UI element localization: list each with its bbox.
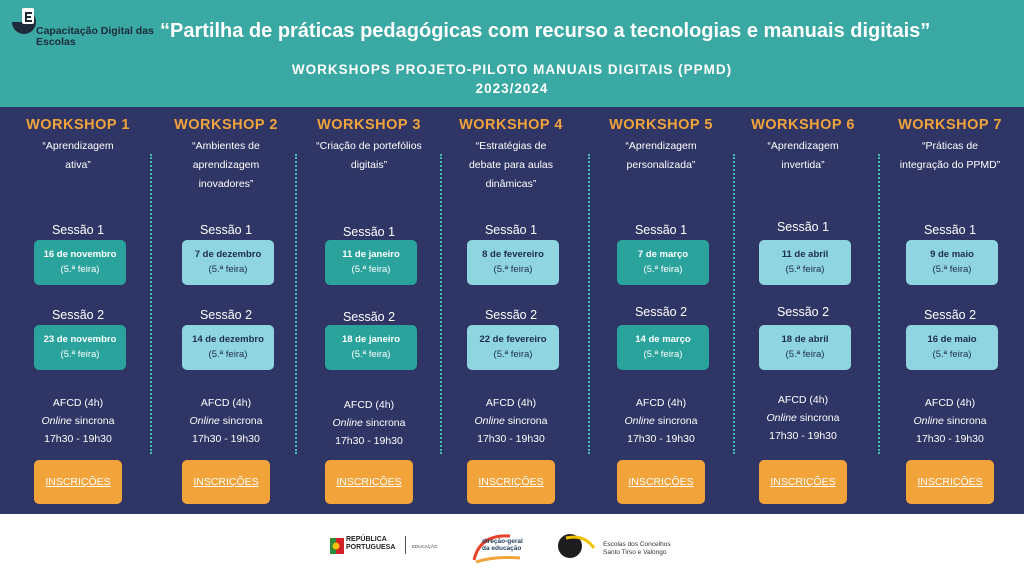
time-text: 17h30 - 19h30 [916, 433, 984, 445]
session-info [880, 394, 1020, 448]
subtitle-block [0, 60, 1024, 98]
online-line [733, 409, 873, 427]
afcd-text: AFCD (4h) [777, 394, 829, 406]
column-divider [588, 154, 590, 454]
desc-line: “Criação de portefólios [316, 140, 422, 152]
afcd-text: AFCD (4h) [485, 397, 537, 409]
session-info [299, 396, 439, 450]
sync-text: sincrona [796, 412, 840, 424]
time-text: 17h30 - 19h30 [192, 433, 260, 445]
online-text: Online [474, 415, 505, 427]
session-2-date [467, 325, 559, 370]
weekday-text: (5.ª feira) [643, 349, 683, 360]
online-line [156, 412, 296, 430]
footer [0, 514, 1024, 576]
session-info [156, 394, 296, 448]
workshop-description [8, 137, 148, 175]
subtitle: WORKSHOPS PROJETO-PILOTO MANUAIS DIGITAIS (PPMD) [291, 62, 733, 77]
cfae-logo-text [603, 541, 671, 557]
session-1-label: Sessão 1 [51, 223, 105, 237]
desc-line: “Práticas de [921, 140, 979, 152]
cfae-logo-icon [556, 530, 598, 564]
session-2-label: Sessão 2 [342, 310, 396, 324]
weekday-text: (5.ª feira) [208, 264, 248, 275]
republica-portuguesa-emblem-icon [330, 534, 344, 560]
session-2-label: Sessão 2 [51, 308, 105, 322]
dge-line-1: direção-geral [482, 538, 523, 545]
desc-line: personalizada” [626, 159, 696, 171]
date-text: 23 de novembro [43, 334, 117, 345]
afcd-text: AFCD (4h) [343, 399, 395, 411]
session-info [441, 394, 581, 448]
session-1-label: Sessão 1 [776, 220, 830, 234]
inscricoes-button[interactable]: INSCRIÇÕES [467, 460, 555, 504]
workshop-description [733, 137, 873, 175]
date-text: 18 de janeiro [341, 334, 401, 345]
workshop-description [591, 137, 731, 175]
weekday-text: (5.ª feira) [785, 349, 825, 360]
workshop-description [880, 137, 1020, 175]
online-line [880, 412, 1020, 430]
weekday-text: (5.ª feira) [60, 349, 100, 360]
session-1-date [467, 240, 559, 285]
workshop-1-column [8, 107, 148, 514]
session-1-date [759, 240, 851, 285]
inscricoes-button[interactable]: INSCRIÇÕES [906, 460, 994, 504]
workshop-7-column [880, 107, 1020, 514]
workshop-5-column [591, 107, 731, 514]
time-text: 17h30 - 19h30 [44, 433, 112, 445]
workshop-title: WORKSHOP 6 [751, 117, 855, 133]
session-1-date [906, 240, 998, 285]
session-2-label: Sessão 2 [923, 308, 977, 322]
afcd-text: AFCD (4h) [924, 397, 976, 409]
date-text: 9 de maio [930, 249, 974, 260]
weekday-text: (5.ª feira) [208, 349, 248, 360]
sync-text: sincrona [504, 415, 548, 427]
time-text: 17h30 - 19h30 [477, 433, 545, 445]
online-text: Online [41, 415, 72, 427]
session-1-label: Sessão 1 [342, 225, 396, 239]
weekday-text: (5.ª feira) [493, 349, 533, 360]
session-2-date [759, 325, 851, 370]
weekday-text: (5.ª feira) [351, 264, 391, 275]
session-1-date [182, 240, 274, 285]
inscricoes-button[interactable]: INSCRIÇÕES [617, 460, 705, 504]
portuguesa-text: PORTUGUESA [346, 544, 396, 551]
session-info [591, 394, 731, 448]
workshop-2-column [156, 107, 296, 514]
date-text: 16 de maio [927, 334, 977, 345]
desc-line: “Ambientes de [192, 140, 260, 152]
page-title: “Partilha de práticas pedagógicas com recurso a tecnologias e manuais digitais” [160, 20, 931, 42]
time-text: 17h30 - 19h30 [335, 435, 403, 447]
sync-text: sincrona [219, 415, 263, 427]
inscricoes-button[interactable]: INSCRIÇÕES [182, 460, 270, 504]
weekday-text: (5.ª feira) [932, 349, 972, 360]
online-line [441, 412, 581, 430]
workshop-title: WORKSHOP 2 [174, 117, 278, 133]
workshop-title: WORKSHOP 5 [609, 117, 713, 133]
afcd-text: AFCD (4h) [635, 397, 687, 409]
desc-line: “Aprendizagem [625, 140, 697, 152]
date-text: 8 de fevereiro [482, 249, 544, 260]
desc-line: dinâmicas” [485, 178, 537, 190]
workshop-description [441, 137, 581, 194]
inscricoes-button[interactable]: INSCRIÇÕES [325, 460, 413, 504]
date-text: 16 de novembro [43, 249, 117, 260]
desc-line: integração do PPMD” [899, 159, 1001, 171]
session-1-label: Sessão 1 [923, 223, 977, 237]
session-2-label: Sessão 2 [484, 308, 538, 322]
workshop-3-column [299, 107, 439, 514]
session-2-date [182, 325, 274, 370]
sync-text: sincrona [943, 415, 987, 427]
time-text: 17h30 - 19h30 [627, 433, 695, 445]
online-text: Online [913, 415, 944, 427]
session-1-date [34, 240, 126, 285]
workshop-title: WORKSHOP 7 [898, 117, 1002, 133]
republica-portuguesa-logo [346, 536, 395, 552]
weekday-text: (5.ª feira) [643, 264, 683, 275]
desc-line: “Aprendizagem [42, 140, 114, 152]
year: 2023/2024 [475, 81, 549, 96]
weekday-text: (5.ª feira) [60, 264, 100, 275]
workshops-panel [0, 107, 1024, 514]
online-text: Online [332, 417, 363, 429]
desc-line: “Estratégias de [475, 140, 547, 152]
session-info [733, 391, 873, 445]
desc-line: digitais” [350, 159, 388, 171]
inscricoes-button[interactable]: INSCRIÇÕES [759, 460, 847, 504]
online-text: Online [766, 412, 797, 424]
dge-line-2: da educação [482, 545, 522, 552]
time-text: 17h30 - 19h30 [769, 430, 837, 442]
workshop-6-column [733, 107, 873, 514]
date-text: 14 de março [635, 334, 691, 345]
educacao-text: EDUCAÇÃO [412, 544, 438, 549]
date-text: 18 de abril [781, 334, 829, 345]
inscricoes-button[interactable]: INSCRIÇÕES [34, 460, 122, 504]
date-text: 11 de janeiro [342, 249, 400, 260]
workshop-description [299, 137, 439, 175]
republica-text: REPÚBLICA [346, 536, 387, 543]
desc-line: “Aprendizagem [767, 140, 839, 152]
sync-text: sincrona [362, 417, 406, 429]
online-text: Online [624, 415, 655, 427]
logo-text: Capacitação Digital das Escolas [36, 25, 154, 48]
desc-line: ativa” [65, 159, 91, 171]
workshop-title: WORKSHOP 1 [26, 117, 130, 133]
online-line [591, 412, 731, 430]
date-text: 14 de dezembro [192, 334, 264, 345]
session-2-label: Sessão 2 [634, 305, 688, 319]
date-text: 7 de dezembro [194, 249, 262, 260]
workshop-4-column [441, 107, 581, 514]
dge-logo-text [482, 538, 523, 552]
workshop-title: WORKSHOP 4 [459, 117, 563, 133]
cfae-line-2: Santo Tirso e Valongo [603, 549, 667, 556]
weekday-text: (5.ª feira) [932, 264, 972, 275]
weekday-text: (5.ª feira) [351, 349, 391, 360]
workshop-description [156, 137, 296, 194]
session-1-date [325, 240, 417, 285]
session-1-label: Sessão 1 [484, 223, 538, 237]
session-2-date [34, 325, 126, 370]
cde-logo [6, 6, 156, 52]
session-2-label: Sessão 2 [199, 308, 253, 322]
sync-text: sincrona [654, 415, 698, 427]
session-1-label: Sessão 1 [634, 223, 688, 237]
date-text: 7 de março [637, 249, 689, 260]
workshop-title: WORKSHOP 3 [317, 117, 421, 133]
afcd-text: AFCD (4h) [200, 397, 252, 409]
session-1-date [617, 240, 709, 285]
session-2-label: Sessão 2 [776, 305, 830, 319]
session-1-label: Sessão 1 [199, 223, 253, 237]
date-text: 11 de abril [781, 249, 829, 260]
date-text: 22 de fevereiro [479, 334, 547, 345]
online-line [299, 414, 439, 432]
sync-text: sincrona [71, 415, 115, 427]
afcd-text: AFCD (4h) [52, 397, 104, 409]
desc-line: invertida” [781, 159, 825, 171]
column-divider [150, 154, 152, 454]
session-info [8, 394, 148, 448]
footer-separator [405, 536, 406, 554]
cde-logo-icon [6, 6, 38, 50]
cfae-line-1: Escolas dos Concelhos [603, 541, 671, 548]
session-2-date [325, 325, 417, 370]
online-line [8, 412, 148, 430]
session-2-date [617, 325, 709, 370]
online-text: Online [189, 415, 220, 427]
desc-line: inovadores” [198, 178, 254, 190]
weekday-text: (5.ª feira) [493, 264, 533, 275]
session-2-date [906, 325, 998, 370]
header-banner [0, 0, 1024, 107]
weekday-text: (5.ª feira) [785, 264, 825, 275]
desc-line: aprendizagem [192, 159, 260, 171]
desc-line: debate para aulas [468, 159, 554, 171]
